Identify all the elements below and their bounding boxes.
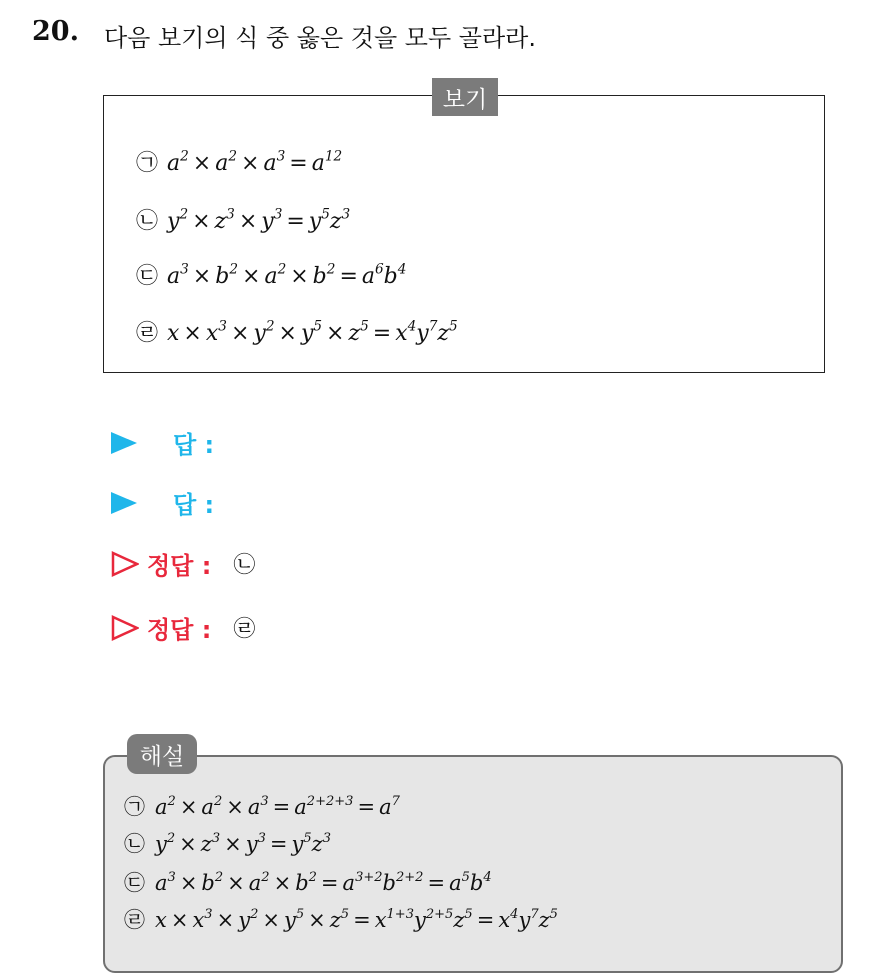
math-variable: y [291, 832, 304, 856]
math-exponent: 3 [204, 906, 213, 922]
math-variable: y [308, 209, 322, 234]
math-variable: z [311, 832, 323, 856]
math-exponent: 4 [510, 906, 519, 922]
math-exponent: 3 [273, 206, 283, 223]
play-triangle-icon [111, 492, 137, 514]
math-exponent: 2 [261, 869, 270, 885]
math-exponent: 3+2 [355, 869, 383, 885]
equals-sign: = [357, 795, 376, 819]
math-exponent: 5 [295, 906, 305, 922]
bogi-item-4 [136, 316, 458, 347]
math-variable: y [238, 908, 251, 932]
times-sign: × [183, 321, 202, 346]
math-variable: a [294, 795, 307, 819]
math-exponent: 4 [483, 869, 492, 885]
math-variable: a [264, 264, 278, 289]
math-exponent: 7 [428, 318, 438, 335]
times-sign: × [179, 871, 198, 895]
times-sign: × [290, 264, 309, 289]
correct-answer-value: ㉡ [233, 553, 256, 578]
math-exponent: 5 [321, 206, 330, 223]
item-mark: ㉡ [124, 832, 145, 856]
math-variable: z [329, 209, 342, 234]
bogi-label: 보기 [432, 78, 498, 116]
math-exponent: 3 [211, 830, 221, 846]
math-variable: a [167, 151, 181, 176]
math-exponent: 3 [341, 206, 351, 223]
math-exponent: 2 [180, 148, 189, 165]
math-variable: y [300, 321, 314, 346]
math-exponent: 5 [464, 906, 473, 922]
haeseol-item-1 [124, 791, 400, 821]
math-variable: b [469, 871, 484, 895]
math-variable: x [155, 908, 167, 932]
math-variable: z [453, 908, 465, 932]
correct-answer-label: 정답 : [147, 552, 212, 580]
answer-label: 답 : [173, 491, 215, 519]
times-sign: × [273, 871, 292, 895]
answer-label: 답 : [173, 431, 215, 459]
times-sign: × [230, 321, 250, 346]
math-variable: b [295, 871, 309, 895]
times-sign: × [326, 321, 345, 346]
math-exponent: 2+5 [425, 906, 454, 922]
correct-answer-row-1 [111, 546, 255, 581]
times-sign: × [170, 908, 189, 932]
play-triangle-icon [111, 432, 137, 454]
haeseol-item-2 [124, 828, 331, 858]
math-variable: a [167, 264, 181, 289]
math-exponent: 2 [214, 869, 224, 885]
haeseol-label: 해설 [127, 734, 197, 774]
math-variable: y [261, 209, 274, 234]
equals-sign: = [289, 151, 308, 176]
item-mark: ㉣ [124, 908, 145, 932]
math-variable: x [374, 908, 387, 932]
math-variable: x [395, 321, 408, 346]
math-variable: a [155, 871, 168, 895]
math-variable: b [201, 871, 215, 895]
math-exponent: 4 [397, 261, 407, 278]
times-sign: × [179, 832, 197, 856]
times-sign: × [179, 795, 198, 819]
question-number: 20. [32, 16, 79, 47]
times-sign: × [224, 832, 242, 856]
times-sign: × [238, 209, 258, 234]
math-exponent: 5 [303, 830, 312, 846]
math-exponent: 2 [228, 148, 238, 165]
equals-sign: = [427, 871, 446, 895]
math-variable: z [348, 321, 361, 346]
times-sign: × [226, 795, 244, 819]
times-sign: × [262, 908, 280, 932]
math-exponent: 5 [360, 318, 369, 335]
equals-sign: = [272, 795, 291, 819]
math-exponent: 6 [375, 261, 384, 278]
math-variable: a [449, 871, 462, 895]
math-variable: z [214, 209, 227, 234]
correct-answer-label: 정답 : [147, 616, 212, 644]
math-variable: z [538, 908, 550, 932]
math-variable: y [155, 832, 167, 856]
equals-sign: = [353, 908, 371, 932]
math-variable: y [245, 832, 258, 856]
math-exponent: 3 [218, 318, 227, 335]
times-sign: × [242, 264, 261, 289]
math-variable: a [311, 151, 325, 176]
math-exponent: 5 [448, 318, 458, 335]
math-variable: y [167, 209, 180, 234]
math-exponent: 3 [257, 830, 266, 846]
math-variable: b [383, 264, 398, 289]
math-variable: a [342, 871, 356, 895]
math-variable: a [201, 795, 214, 819]
times-sign: × [227, 871, 245, 895]
bogi-item-2 [136, 204, 350, 235]
answer-row-2 [111, 485, 214, 520]
math-variable: a [379, 795, 392, 819]
haeseol-item-3 [124, 867, 492, 897]
outline-triangle-icon [111, 615, 139, 641]
item-mark: ㉠ [136, 151, 159, 176]
math-exponent: 2 [179, 206, 189, 223]
math-variable: a [247, 795, 261, 819]
math-variable: a [155, 795, 168, 819]
math-exponent: 2 [166, 830, 176, 846]
math-variable: a [361, 264, 375, 289]
math-exponent: 3 [180, 261, 189, 278]
item-mark: ㉡ [136, 209, 159, 234]
times-sign: × [192, 209, 211, 234]
bogi-item-3 [136, 259, 406, 290]
math-variable: z [200, 832, 212, 856]
math-variable: a [215, 151, 229, 176]
math-variable: y [283, 908, 296, 932]
bogi-item-1 [136, 146, 342, 177]
math-variable: z [437, 321, 449, 346]
question-text: 다음 보기의 식 중 옳은 것을 모두 골라라. [104, 24, 536, 52]
math-variable: a [248, 871, 262, 895]
math-exponent: 2 [229, 261, 238, 278]
correct-answer-value: ㉣ [233, 617, 256, 642]
times-sign: × [192, 264, 212, 289]
equals-sign: = [339, 264, 358, 289]
equals-sign: = [372, 321, 392, 346]
equals-sign: = [286, 209, 305, 234]
math-exponent: 7 [530, 906, 539, 922]
haeseol-item-4 [124, 904, 558, 934]
times-sign: × [192, 151, 212, 176]
math-exponent: 3 [322, 830, 332, 846]
math-exponent: 4 [407, 318, 417, 335]
times-sign: × [278, 321, 297, 346]
math-variable: b [382, 871, 396, 895]
math-exponent: 5 [461, 869, 470, 885]
item-mark: ㉢ [136, 264, 159, 289]
item-mark: ㉠ [124, 795, 145, 819]
math-variable: x [167, 321, 180, 346]
math-variable: y [518, 908, 531, 932]
math-exponent: 2 [277, 261, 287, 278]
math-variable: y [253, 321, 266, 346]
math-exponent: 3 [167, 869, 176, 885]
math-variable: y [416, 321, 429, 346]
math-exponent: 2 [326, 261, 336, 278]
equals-sign: = [269, 832, 288, 856]
equals-sign: = [320, 871, 339, 895]
math-exponent: 2 [265, 318, 275, 335]
item-mark: ㉢ [124, 871, 145, 895]
math-exponent: 3 [276, 148, 286, 165]
math-exponent: 3 [226, 206, 235, 223]
haeseol-box [103, 755, 843, 973]
math-variable: x [192, 908, 205, 932]
math-variable: a [263, 151, 277, 176]
math-variable: y [414, 908, 426, 932]
math-variable: x [498, 908, 511, 932]
math-exponent: 5 [313, 318, 323, 335]
answer-row-1 [111, 425, 214, 460]
math-exponent: 7 [391, 793, 400, 809]
math-exponent: 12 [324, 148, 343, 165]
equals-sign: = [476, 908, 495, 932]
math-variable: b [215, 264, 230, 289]
correct-answer-row-2 [111, 610, 255, 645]
times-sign: × [308, 908, 326, 932]
outline-triangle-icon [111, 551, 139, 577]
times-sign: × [216, 908, 235, 932]
item-mark: ㉣ [136, 321, 159, 346]
math-exponent: 5 [340, 906, 350, 922]
math-exponent: 2 [213, 793, 223, 809]
math-exponent: 1+3 [386, 906, 414, 922]
times-sign: × [241, 151, 260, 176]
math-exponent: 2 [308, 869, 317, 885]
math-exponent: 2 [250, 906, 259, 922]
math-exponent: 2 [167, 793, 176, 809]
math-variable: b [312, 264, 327, 289]
math-exponent: 2+2+3 [306, 793, 354, 809]
math-exponent: 3 [260, 793, 269, 809]
math-variable: x [205, 321, 219, 346]
math-exponent: 2+2 [395, 869, 424, 885]
math-variable: z [329, 908, 341, 932]
math-exponent: 5 [549, 906, 558, 922]
